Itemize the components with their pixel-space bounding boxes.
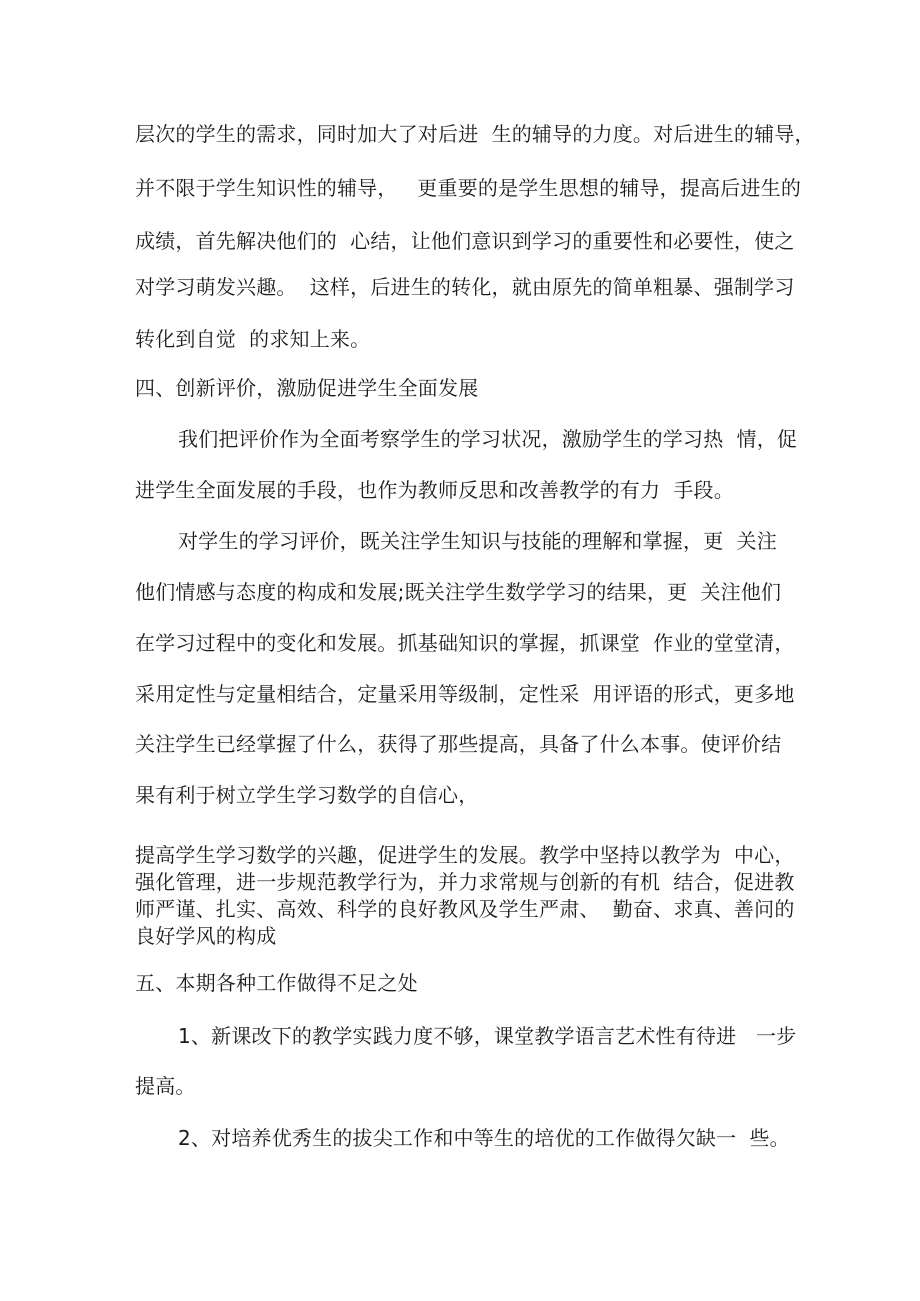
text-line: 转化到自觉 的求知上来。 (135, 327, 371, 351)
section-heading: 四、创新评价，激励促进学生全面发展 (135, 376, 479, 400)
text-line: 师严谨、扎实、高效、科学的良好教风及学生严肃、 勤奋、求真、善问的 (135, 897, 795, 921)
text-line: 成绩，首先解决他们的 心结，让他们意识到学习的重要性和必要性，使之 (135, 229, 795, 253)
text-line: 对学习萌发兴趣。 这样，后进生的转化，就由原先的简单粗暴、强制学习 (135, 275, 795, 299)
text-line: 层次的学生的需求，同时加大了对后进 生的辅导的力度。对后进生的辅导， (135, 122, 815, 146)
list-item: 1、新课改下的教学实践力度不够，课堂教学语言艺术性有待进 一步 (178, 1024, 797, 1048)
text-line: 强化管理，进一步规范教学行为，并力求常规与创新的有机 结合，促进教 (135, 870, 795, 894)
text-line: 良好学风的构成 (135, 924, 277, 948)
text-line: 提高。 (135, 1074, 196, 1098)
text-line: 果有利于树立学生学习数学的自信心， (135, 783, 479, 807)
text-line: 提高学生学习数学的兴趣，促进学生的发展。教学中坚持以教学为 中心， (135, 843, 795, 867)
text-line: 对学生的学习评价，既关注学生知识与技能的理解和掌握，更 关注 (178, 529, 777, 553)
text-line: 他们情感与态度的构成和发展;既关注学生数学学习的结果，更 关注他们 (135, 580, 782, 604)
text-line: 在学习过程中的变化和发展。抓基础知识的掌握，抓课堂 作业的堂堂清， (135, 631, 795, 655)
section-heading: 五、本期各种工作做得不足之处 (135, 971, 418, 995)
text-line: 并不限于学生知识性的辅导， 更重要的是学生思想的辅导，提高后进生的 (135, 176, 802, 200)
list-item: 2、对培养优秀生的拔尖工作和中等生的培优的工作做得欠缺一 些。 (178, 1126, 790, 1150)
text-line: 采用定性与定量相结合，定量采用等级制，定性采 用评语的形式，更多地 (135, 682, 795, 706)
text-line: 我们把评价作为全面考察学生的学习状况，激励学生的学习热 情，促 (178, 427, 798, 451)
text-line: 关注学生已经掌握了什么，获得了那些提高，具备了什么本事。使评价结 (135, 732, 782, 756)
text-line: 进学生全面发展的手段，也作为教师反思和改善教学的有力 手段。 (135, 478, 734, 502)
